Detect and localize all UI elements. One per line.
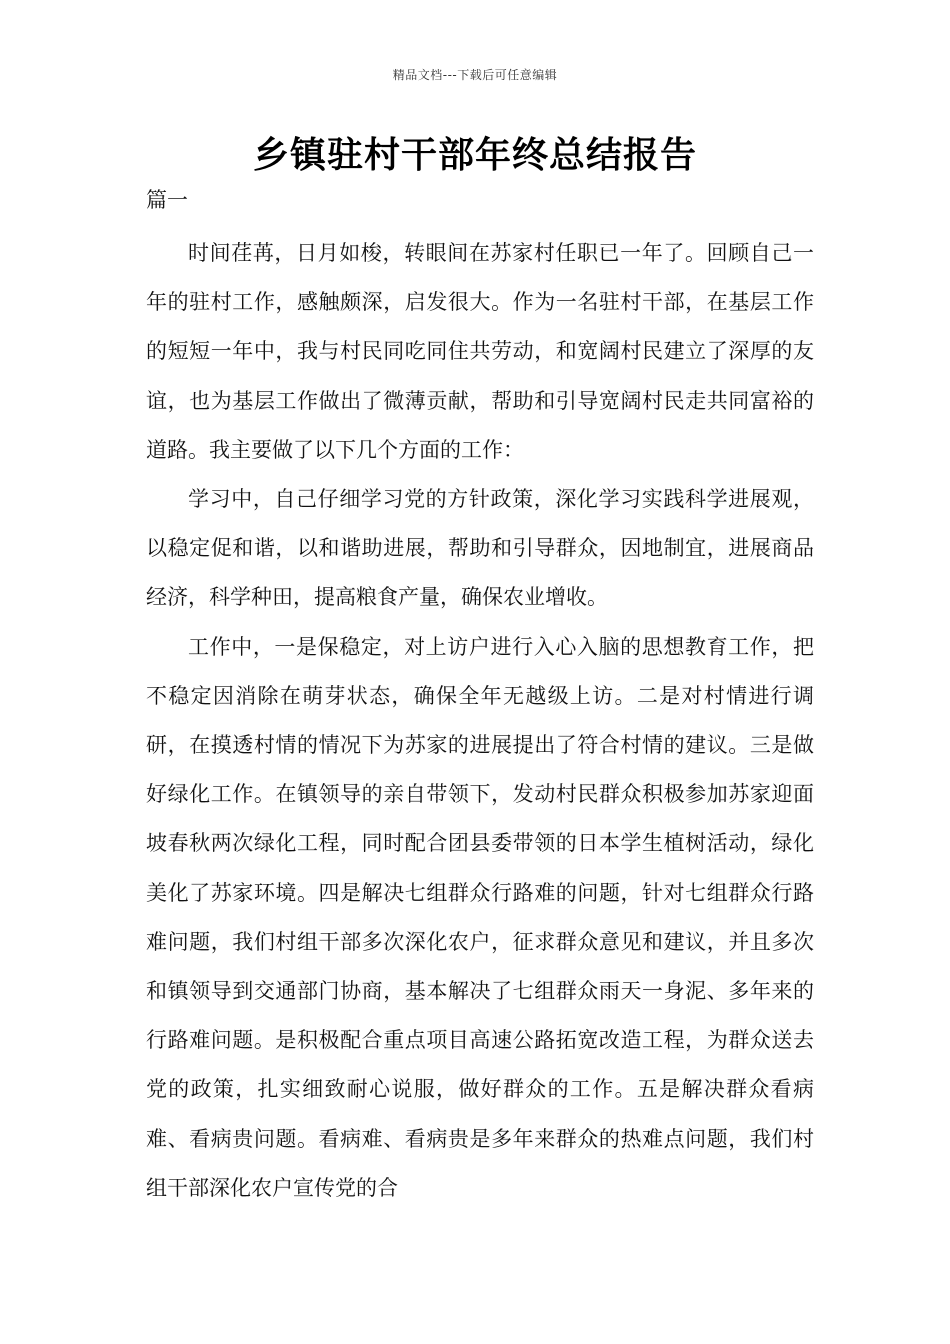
document-body	[146, 229, 814, 1213]
page-header-note: 精品文档---下载后可任意编辑	[392, 68, 558, 82]
section-label: 篇一	[146, 188, 188, 212]
paragraph-study: 学习中，自己仔细学习党的方针政策，深化学习实践科学进展观，以稳定促和谐，以和谐助进展，帮助和引导群众，因地制宜，进展商品经济，科学种田，提高粮食产量，确保农业增收。	[146, 487, 814, 610]
paragraph-intro: 时间荏苒，日月如梭，转眼间在苏家村任职已一年了。回顾自己一年的驻村工作，感触颇深，启发很大。作为一名驻村干部，在基层工作的短短一年中，我与村民同吃同住共劳动，和宽阔村民建立了深厚的友谊，也为基层工作做出了微薄贡献，帮助和引导宽阔村民走共同富裕的道路。我主要做了以下几个方面的工作：	[146, 241, 814, 462]
paragraph-work: 工作中，一是保稳定，对上访户进行入心入脑的思想教育工作，把不稳定因消除在萌芽状态，确保全年无越级上访。二是对村情进行调研，在摸透村情的情况下为苏家的进展提出了符合村情的建议。三是做好绿化工作。在镇领导的亲自带领下，发动村民群众积极参加苏家迎面坡春秋两次绿化工程，同时配合团县委带领的日本学生植树活动，绿化美化了苏家环境。四是解决七组群众行路难的问题，针对七组群众行路难问题，我们村组干部多次深化农户，征求群众意见和建议，并且多次和镇领导到交通部门协商，基本解决了七组群众雨天一身泥、多年来的行路难问题。是积极配合重点项目高速公路拓宽改造工程，为群众送去党的政策，扎实细致耐心说服，做好群众的工作。五是解决群众看病难、看病贵问题。看病难、看病贵是多年来群众的热难点问题，我们村组干部深化农户宣传党的合	[146, 634, 814, 1200]
document-title: 乡镇驻村干部年终总结报告	[252, 135, 697, 176]
